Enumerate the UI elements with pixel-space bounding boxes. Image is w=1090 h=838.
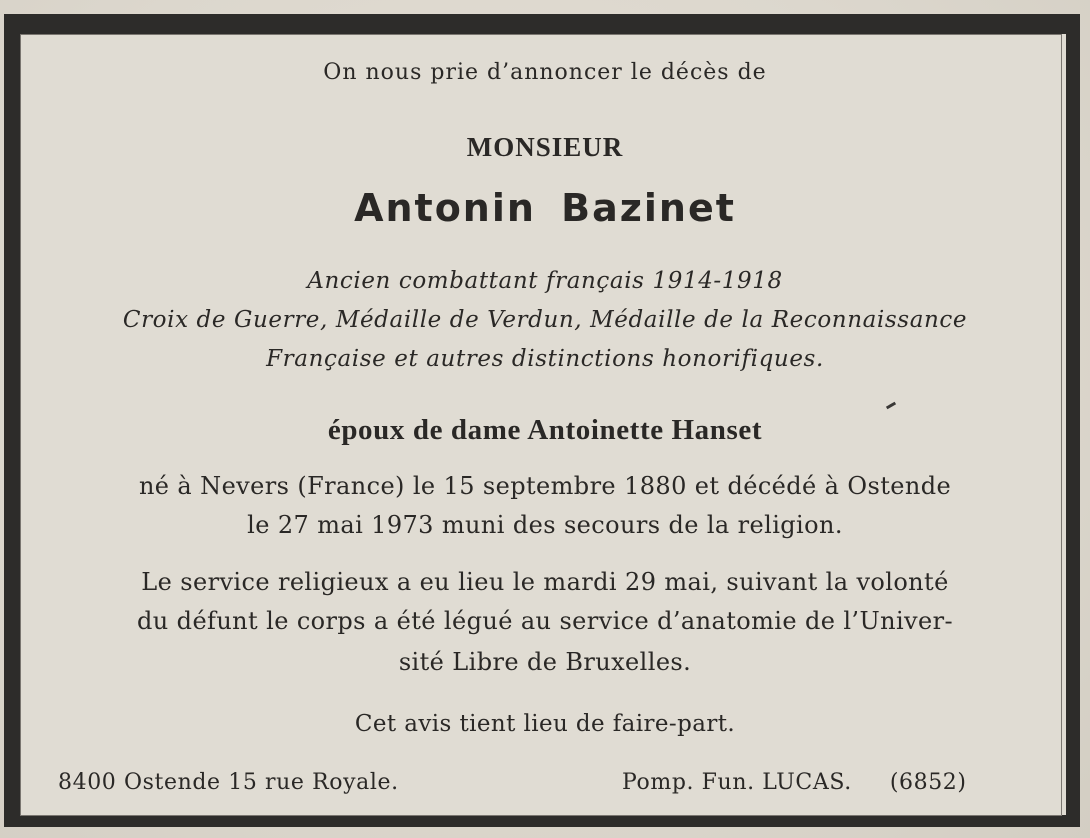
deceased-name: Antonin Bazinet xyxy=(354,186,736,230)
funeral-home-block xyxy=(622,770,967,795)
service-line: Le service religieux a eu lieu le mardi 29 mai, suivant la volonté xyxy=(141,568,949,596)
service-line: sité Libre de Bruxelles. xyxy=(398,648,692,676)
intro-line: On nous prie d’annoncer le décès de xyxy=(323,60,767,85)
spouse-line: époux de dame Antoinette Hanset xyxy=(327,414,763,446)
birth-death-line: né à Nevers (France) le 15 septembre 1880 et décédé à Ostende xyxy=(138,472,952,500)
honorific: MONSIEUR xyxy=(466,132,624,162)
reference-number: (6852) xyxy=(889,770,967,795)
title-line: Ancien combattant français 1914-1918 xyxy=(307,268,783,294)
title-line: Française et autres distinctions honorifiques. xyxy=(266,346,824,372)
title-line: Croix de Guerre, Médaille de Verdun, Médaille de la Reconnaissance xyxy=(122,307,968,333)
birth-death-line: le 27 mai 1973 muni des secours de la religion. xyxy=(247,511,843,539)
funeral-home: Pomp. Fun. LUCAS. xyxy=(622,770,852,795)
faire-part-line: Cet avis tient lieu de faire-part. xyxy=(354,711,736,737)
service-line: du défunt le corps a été légué au service d’anatomie de l’Univer- xyxy=(137,607,953,635)
address: 8400 Ostende 15 rue Royale. xyxy=(58,770,399,795)
